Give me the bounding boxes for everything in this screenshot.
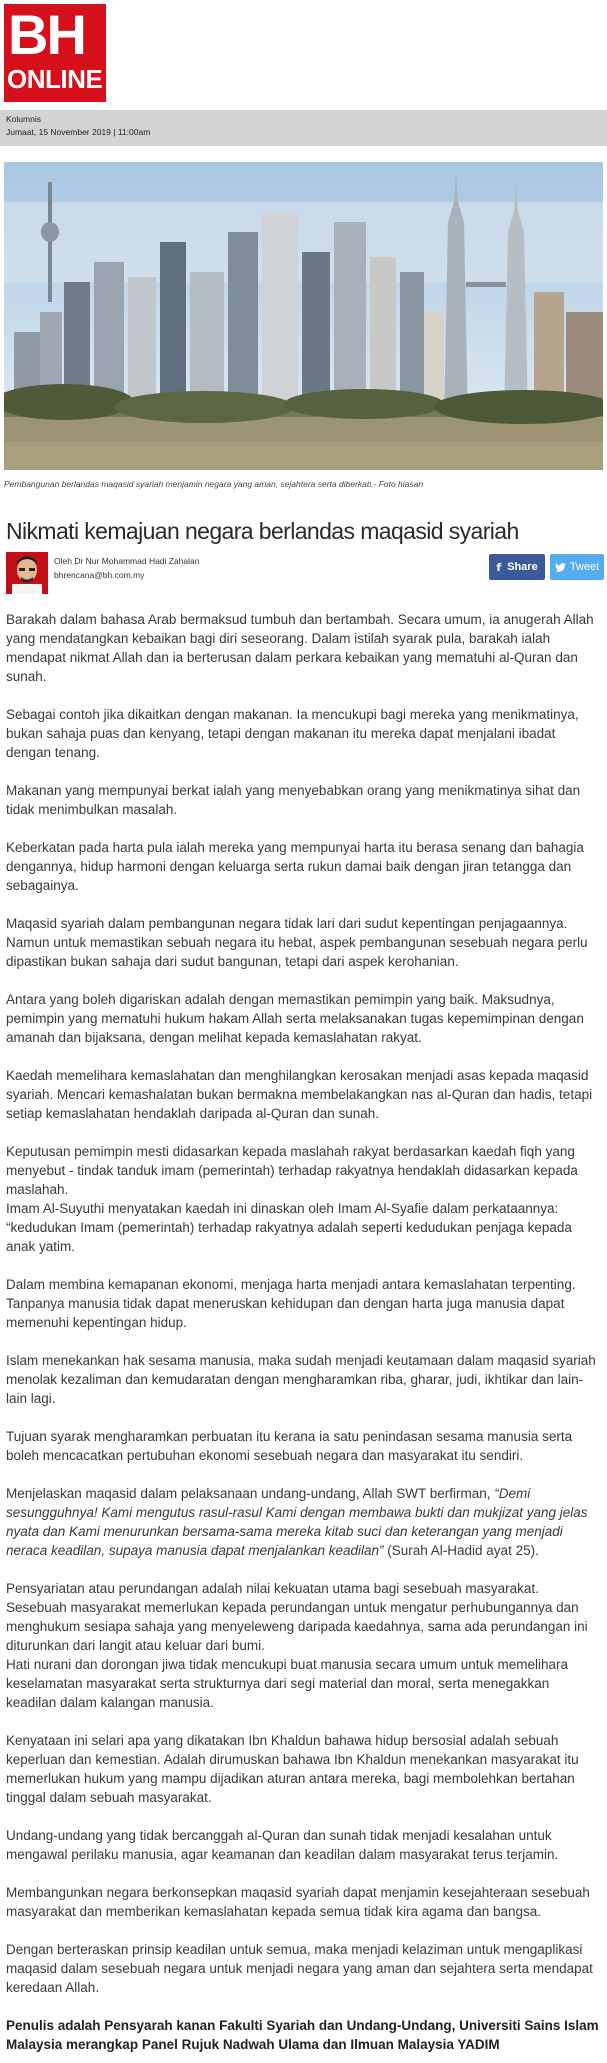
paragraph-3: Makanan yang mempunyai berkat ialah yang menyebabkan orang yang menikmatinya sihat dan tidak menimbulkan masalah. — [6, 783, 581, 817]
city-skyline-image — [4, 162, 603, 470]
photo-caption: Pembangunan berlandas maqasid syariah menjamin negara yang aman, sejahtera serta diberkati.- Foto hiasan — [4, 479, 424, 489]
publish-date: Jumaat, 15 November 2019 | 11:00am — [6, 127, 151, 137]
article-meta-bar — [0, 110, 607, 146]
bh-online-logo[interactable] — [4, 4, 106, 102]
quran-quote: “Demi sesungguhnya! Kami mengutus rasul-rasul Kami dengan membawa bukti dan mukjizat yang jelas nyata dan Kami menurunkan bersama-sama mereka kitab suci dan keterangan yang menjadi neraca keadilan, supaya manusia dapat menjalankan keadilan” — [6, 1486, 588, 1558]
author-email[interactable]: bhrencana@bh.com.my — [54, 570, 145, 580]
paragraph-14: Pensyariatan atau perundangan adalah nilai kekuatan utama bagi sesebuah masyarakat. Sesebuah masyarakat memerlukan kepada perundangan untuk mengatur perhubungannya dan menghukum sesiapa sahaja yang menyeleweng daripada kaedahnya, sama ada perundangan ini diturunkan dari langit atau keluar dari bumi. — [6, 1581, 588, 1653]
paragraph-18: Membangunkan negara berkonsepkan maqasid syariah dapat menjamin kesejahteraan sesebuah masyarakat dan memberikan kemaslahatan kepada semua tidak kira agama dan bangsa. — [6, 1885, 590, 1919]
author-name: Oleh Dr Nur Mohammad Hadi Zahalan — [54, 556, 200, 566]
paragraph-17: Undang-undang yang tidak bercanggah al-Quran dan sunah tidak menjadi kesalahan untuk mengawal perilaku manusia, agar keamanan dan keadilan dalam masyarakat terus terjamin. — [6, 1828, 559, 1862]
twitter-icon — [555, 563, 566, 572]
author-info — [54, 554, 200, 582]
paragraph-5: Maqasid syariah dalam pembangunan negara tidak lari dari sudut kepentingan penjagaannya. Namun untuk memastikan sebuah negara itu hebat, aspek pembangunan sesebuah negara perlu dipastikan bukan sahaja dari sudut bangunan, tetapi dari aspek kerohanian. — [6, 916, 588, 969]
paragraph-12: Tujuan syarak mengharamkan perbuatan itu kerana ia satu penindasan sesama manusia serta boleh mencacatkan pertubuhan ekonomi sesebuah negara dan masyarakat itu sendiri. — [6, 1429, 573, 1463]
twitter-tweet-button[interactable] — [550, 554, 604, 580]
paragraph-8: Keputusan pemimpin mesti didasarkan kepada maslahah rakyat berdasarkan kaedah fiqh yang menyebut - tindak tanduk imam (pemerintah) terhadap rakyatnya hendaklah didasarkan kepada maslahah. — [6, 1144, 578, 1197]
article-photo — [4, 162, 603, 470]
author-bio: Penulis adalah Pensyarah kanan Fakulti Syariah dan Undang-Undang, Universiti Sains Islam Malaysia merangkap Panel Rujuk Nadwah Ulama dan Ilmuan Malaysia YADIM — [6, 2018, 599, 2052]
facebook-share-button[interactable] — [489, 554, 545, 580]
share-label: Share — [507, 561, 538, 573]
paragraph-7: Kaedah memelihara kemaslahatan dan menghilangkan kerosakan menjadi asas kepada maqasid syariah. Mencari kemashalatan bukan bermakna membelakangkan nas al-Quran dan hadis, tetapi setiap kemaslahatan hendaklah daripada al-Quran dan sunah. — [6, 1068, 593, 1121]
paragraph-15: Hati nurani dan dorongan jiwa tidak mencukupi buat manusia secara umum untuk memelihara keselamatan masyarakat serta strukturnya dari segi material dan moral, serta menegakkan keadilan dalam kalangan manusia. — [6, 1657, 569, 1710]
paragraph-6: Antara yang boleh digariskan adalah dengan memastikan pemimpin yang baik. Maksudnya, pemimpin yang mematuhi hukum hakam Allah serta melaksanakan tugas kepemimpinan dengan amanah dan bijaksana, dengan melihat kepada kemaslahatan rakyat. — [6, 992, 584, 1045]
paragraph-10: Dalam membina kemapanan ekonomi, menjaga harta menjadi antara kemaslahatan terpenting. Tanpanya manusia tidak dapat meneruskan kehidupan dan dengan harta juga manusia dapat memenuhi kepentingan hidup. — [6, 1277, 576, 1330]
author-avatar — [6, 552, 48, 594]
tweet-label: Tweet — [569, 561, 600, 573]
paragraph-4: Keberkatan pada harta pula ialah mereka yang mempunyai harta itu berasa senang dan bahagia dengannya, hidup harmoni dengan keluarga serta rukun damai baik dengan jiran tetangga dan sebagainya. — [6, 840, 584, 893]
byline — [6, 552, 602, 594]
logo-line1: BH — [8, 3, 85, 66]
facebook-icon: f — [496, 560, 502, 574]
article-title: Nikmati kemajuan negara berlandas maqasid syariah — [6, 518, 519, 544]
paragraph-16: Kenyataan ini selari apa yang dikatakan Ibn Khaldun bahawa hidup bersosial adalah sebuah keperluan dan kemestian. Adalah dirumuskan bahawa Ibn Khaldun menekankan masyarakat itu memerlukan hukum yang mampu dijadikan aturan antara mereka, bagi membolehkan bertahan tinggal dalam sebuah masyarakat. — [6, 1733, 579, 1805]
paragraph-9: Imam Al-Suyuthi menyatakan kaedah ini dinaskan oleh Imam Al-Syafie dalam perkataannya: “kedudukan Imam (pemerintah) terhadap rakyatnya adalah seperti kedudukan penjaga kepada anak yatim. — [6, 1201, 572, 1254]
paragraph-19: Dengan berteraskan prinsip keadilan untuk semua, maka menjadi kelaziman untuk mengaplikasi maqasid dalam sesebuah negara untuk menjadi negara yang aman dan sejahtera serta mendapat keredaan Allah. — [6, 1942, 593, 1995]
section-label[interactable]: Kolumnis — [6, 114, 41, 124]
paragraph-13-intro: Menjelaskan maqasid dalam pelaksanaan undang-undang, Allah SWT berfirman, — [6, 1486, 495, 1501]
article-body — [6, 610, 602, 2054]
logo-line2: ONLINE — [7, 64, 103, 94]
paragraph-11: Islam menekankan hak sesama manusia, maka sudah menjadi keutamaan dalam maqasid syariah menolak kezaliman dan kemudaratan dengan mengharamkan riba, gharar, judi, ikhtikar dan lain-lain lagi. — [6, 1353, 596, 1406]
paragraph-1: Barakah dalam bahasa Arab bermaksud tumbuh dan bertambah. Secara umum, ia anugerah Allah yang mendatangkan kebaikan bagi diri seseorang. Dalam istilah syarak pula, barakah ialah mendapat nikmat Allah dan ia berterusan dalam perkara kebaikan yang mematuhi al-Quran dan sunah. — [6, 612, 594, 684]
quran-reference: (Surah Al-Hadid ayat 25). — [383, 1543, 539, 1558]
paragraph-13 — [6, 1484, 602, 1560]
paragraph-2: Sebagai contoh jika dikaitkan dengan makanan. Ia mencukupi bagi mereka yang menikmatinya, bukan sahaja puas dan kenyang, tetapi dengan makanan itu mereka dapat menjalani ibadat dengan tenang. — [6, 707, 579, 760]
